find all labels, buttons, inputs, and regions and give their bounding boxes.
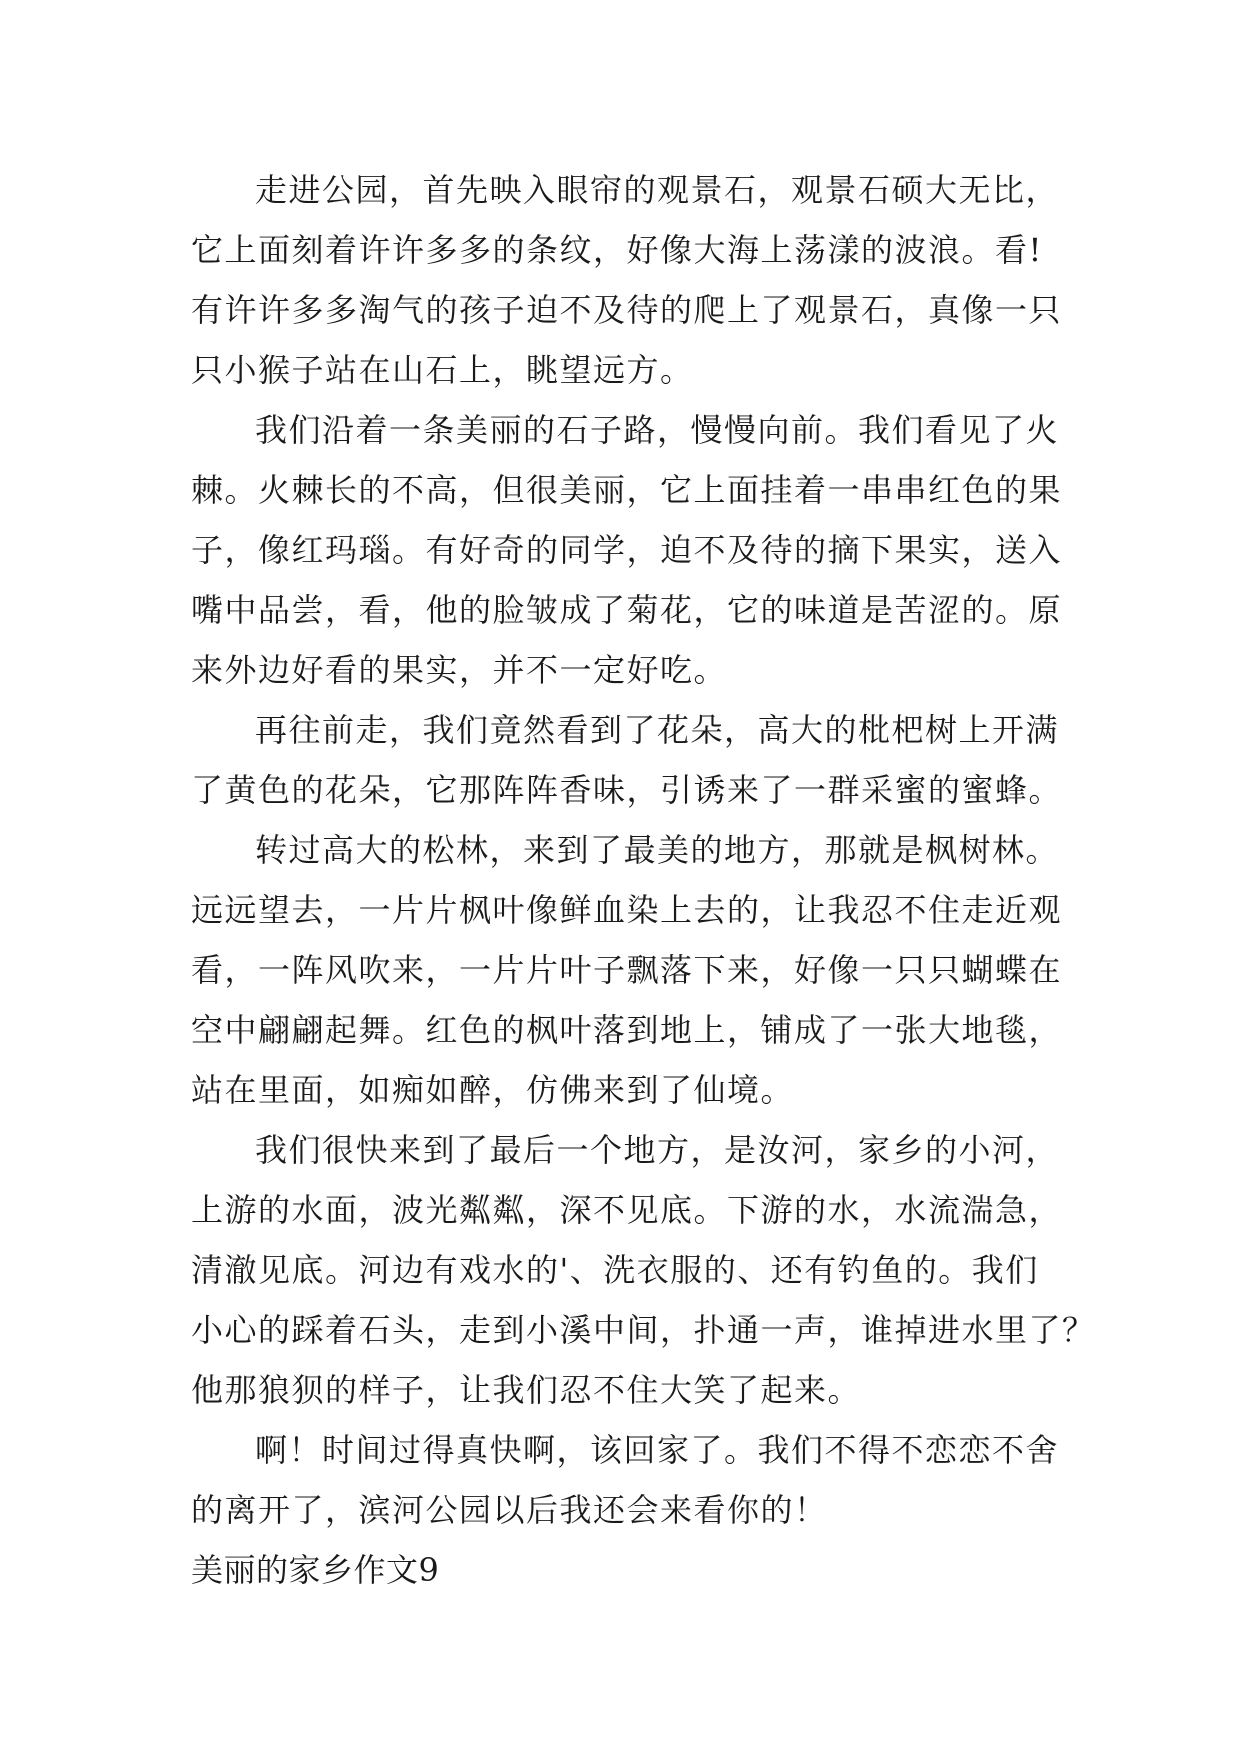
paragraph-firethorn bbox=[191, 400, 1071, 700]
text-line: 嘴中品尝，看，他的脸皱成了菊花，它的味道是苦涩的。原 bbox=[191, 591, 1063, 629]
text-line: 我们沿着一条美丽的石子路，慢慢向前。我们看见了火 bbox=[255, 411, 1060, 449]
text-line: 空中翩翩起舞。红色的枫叶落到地上，铺成了一张大地毯， bbox=[191, 1011, 1063, 1049]
text-line: 啊！时间过得真快啊，该回家了。我们不得不恋恋不舍 bbox=[255, 1431, 1060, 1469]
document-body bbox=[191, 160, 1096, 1600]
text-line: 走进公园，首先映入眼帘的观景石，观景石硕大无比， bbox=[255, 171, 1060, 209]
text-line: 再往前走，我们竟然看到了花朵，高大的枇杷树上开满 bbox=[255, 711, 1060, 749]
text-line: 小心的踩着石头，走到小溪中间，扑通一声，谁掉进水里了？ bbox=[191, 1311, 1096, 1349]
text-line: 只小猴子站在山石上，眺望远方。 bbox=[191, 351, 694, 389]
paragraph-going-home bbox=[191, 1420, 1071, 1540]
text-line: 远远望去，一片片枫叶像鲜血染上去的，让我忍不住走近观 bbox=[191, 891, 1063, 929]
text-line: 他那狼狈的样子，让我们忍不住大笑了起来。 bbox=[191, 1371, 862, 1409]
text-line: 看，一阵风吹来，一片片叶子飘落下来，好像一只只蝴蝶在 bbox=[191, 951, 1063, 989]
text-line: 清澈见底。河边有戏水的'、洗衣服的、还有钓鱼的。我们 bbox=[191, 1251, 1039, 1289]
paragraph-ru-river bbox=[191, 1120, 1096, 1420]
text-line: 棘。火棘长的不高，但很美丽，它上面挂着一串串红色的果 bbox=[191, 471, 1063, 509]
text-line: 的离开了，滨河公园以后我还会来看你的！ bbox=[191, 1491, 828, 1529]
text-line: 有许许多多淘气的孩子迫不及待的爬上了观景石，真像一只 bbox=[191, 291, 1063, 329]
paragraph-loquat-flowers bbox=[191, 700, 1071, 820]
text-line: 子，像红玛瑙。有好奇的同学，迫不及待的摘下果实，送入 bbox=[191, 531, 1063, 569]
essay-heading: 美丽的家乡作文9 bbox=[191, 1551, 440, 1589]
text-line: 我们很快来到了最后一个地方，是汝河，家乡的小河， bbox=[255, 1131, 1060, 1169]
text-line: 来外边好看的果实，并不一定好吃。 bbox=[191, 651, 728, 689]
paragraph-observation-stone bbox=[191, 160, 1071, 400]
text-line: 了黄色的花朵，它那阵阵香味，引诱来了一群采蜜的蜜蜂。 bbox=[191, 771, 1063, 809]
text-line: 上游的水面，波光粼粼，深不见底。下游的水，水流湍急， bbox=[191, 1191, 1063, 1229]
text-line: 转过高大的松林，来到了最美的地方，那就是枫树林。 bbox=[255, 831, 1060, 869]
text-line: 它上面刻着许许多多的条纹，好像大海上荡漾的波浪。看! bbox=[191, 231, 1043, 269]
text-line: 站在里面，如痴如醉，仿佛来到了仙境。 bbox=[191, 1071, 795, 1109]
paragraph-maple-forest bbox=[191, 820, 1071, 1120]
